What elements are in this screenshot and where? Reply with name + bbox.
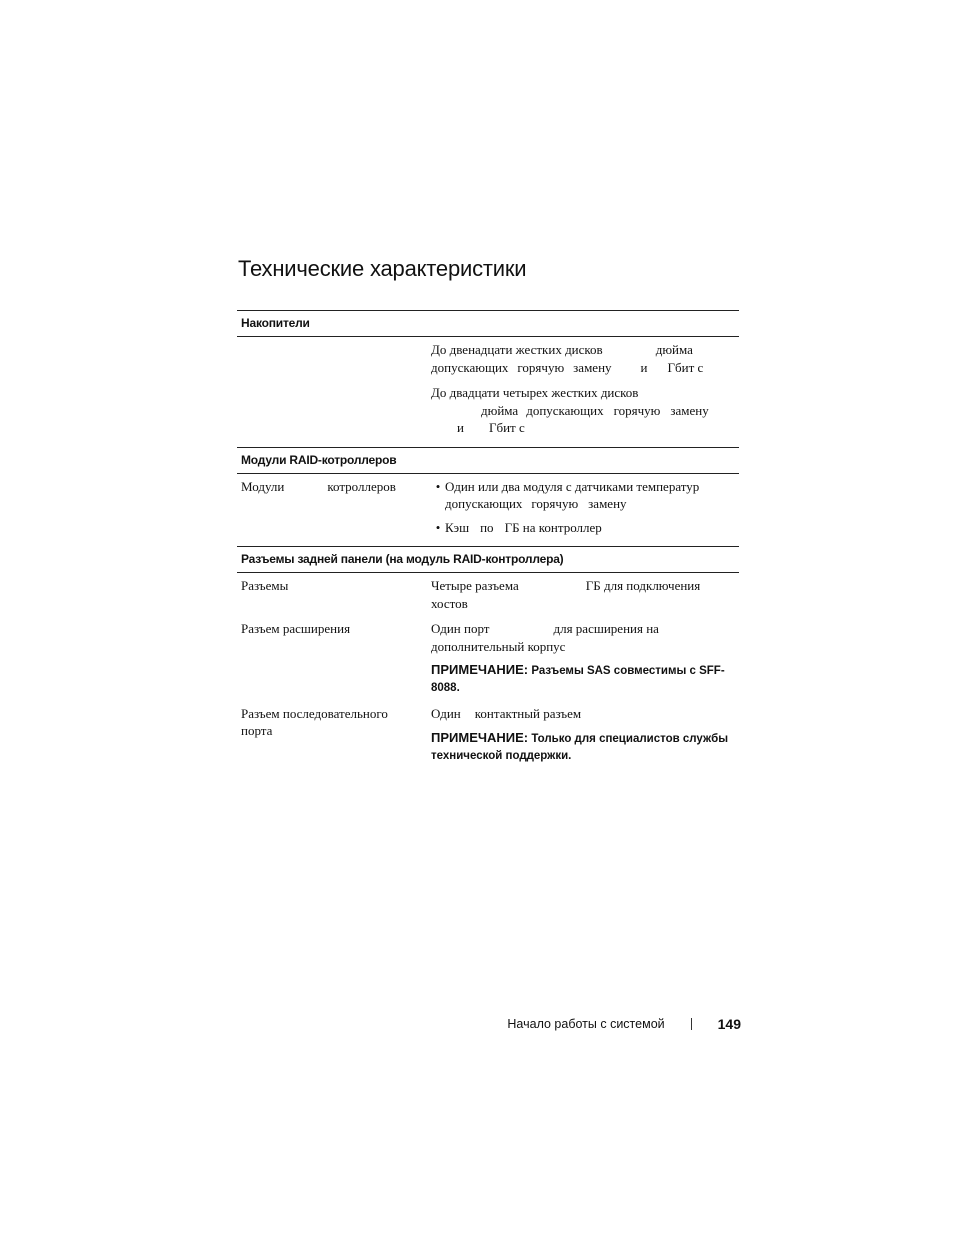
raid-text: горячую <box>531 496 579 511</box>
section-header-drives: Накопители <box>237 310 739 337</box>
note-label: ПРИМЕЧАНИЕ: <box>431 729 529 745</box>
drives-text: дюйма <box>655 342 693 357</box>
drives-text: До двенадцати жестких дисков <box>431 342 603 357</box>
bullet-icon: • <box>435 478 441 494</box>
raid-text: Кэш <box>445 519 470 535</box>
drives-option-12 <box>431 341 739 376</box>
drives-text: До двадцати четырех жестких дисков <box>431 385 639 400</box>
spec-table <box>237 310 739 775</box>
drives-text: Гбит с <box>667 359 704 375</box>
drives-option-24 <box>431 384 739 437</box>
table-row <box>237 705 739 765</box>
raid-text: Один или два модуля с датчиками температур <box>445 478 700 494</box>
raid-label-text: котроллеров <box>327 478 396 494</box>
drives-value <box>431 341 739 437</box>
expansion-value <box>431 620 739 697</box>
section-body-connectors <box>237 573 739 775</box>
drives-text: дюйма <box>481 402 519 418</box>
drives-text: горячую <box>613 402 661 418</box>
serial-port-text: Один <box>431 706 461 721</box>
list-item <box>431 519 739 537</box>
note <box>431 661 739 697</box>
drives-text: Гбит с <box>488 420 525 435</box>
expansion-text: дополнительный корпус <box>431 638 566 654</box>
page-title: Технические характеристики <box>238 256 527 281</box>
table-row <box>237 620 739 697</box>
footer-divider <box>691 1018 692 1030</box>
serial-port-label: Разъем последовательного порта <box>241 706 388 738</box>
note-label: ПРИМЕЧАНИЕ: <box>431 662 529 677</box>
expansion-text: для расширения на <box>553 621 659 636</box>
note-text: Только для специалистов службы технической поддержки. <box>431 732 729 762</box>
drives-label <box>237 341 431 437</box>
bullet-icon: • <box>435 519 441 535</box>
serial-port-text: контактный разъем <box>474 706 582 721</box>
connectors-text: ГБ для подключения <box>585 578 701 593</box>
page-footer <box>507 1016 741 1032</box>
table-row <box>237 577 739 612</box>
connectors-text: Четыре разъема <box>431 578 519 593</box>
raid-text: по <box>480 519 494 535</box>
section-header-connectors: Разъемы задней панели (на модуль RAID-контроллера) <box>237 546 739 573</box>
raid-label <box>237 478 431 537</box>
connectors-value <box>431 577 739 612</box>
serial-port-value <box>431 705 739 765</box>
section-body-raid <box>237 474 739 547</box>
drives-text: горячую <box>517 359 565 375</box>
list-item <box>431 478 739 513</box>
drives-text: замену <box>670 402 709 418</box>
raid-text: замену <box>588 496 627 511</box>
raid-value <box>431 478 739 537</box>
raid-text: ГБ на контроллер <box>504 519 602 535</box>
drives-text: и <box>640 359 648 375</box>
drives-text: допускающих <box>431 359 509 375</box>
raid-label-text: Модули <box>241 478 285 494</box>
raid-row <box>237 478 739 537</box>
page-number: 149 <box>717 1016 741 1032</box>
section-body-drives <box>237 337 739 447</box>
drives-row <box>237 341 739 437</box>
expansion-text: Один порт <box>431 621 490 636</box>
drives-text: допускающих <box>526 402 604 418</box>
connectors-label: Разъемы <box>241 578 289 593</box>
drives-text: замену <box>573 359 612 375</box>
raid-text: допускающих <box>445 496 523 511</box>
note-text: Разъемы SAS совместимы с SFF-8088. <box>431 665 725 694</box>
footer-chapter: Начало работы с системой <box>507 1017 665 1031</box>
note <box>431 729 739 765</box>
connectors-text: хостов <box>431 595 468 611</box>
raid-bullet-list <box>431 478 739 537</box>
drives-text: и <box>457 420 464 435</box>
expansion-label: Разъем расширения <box>241 621 351 636</box>
section-header-raid: Модули RAID-котроллеров <box>237 447 739 474</box>
